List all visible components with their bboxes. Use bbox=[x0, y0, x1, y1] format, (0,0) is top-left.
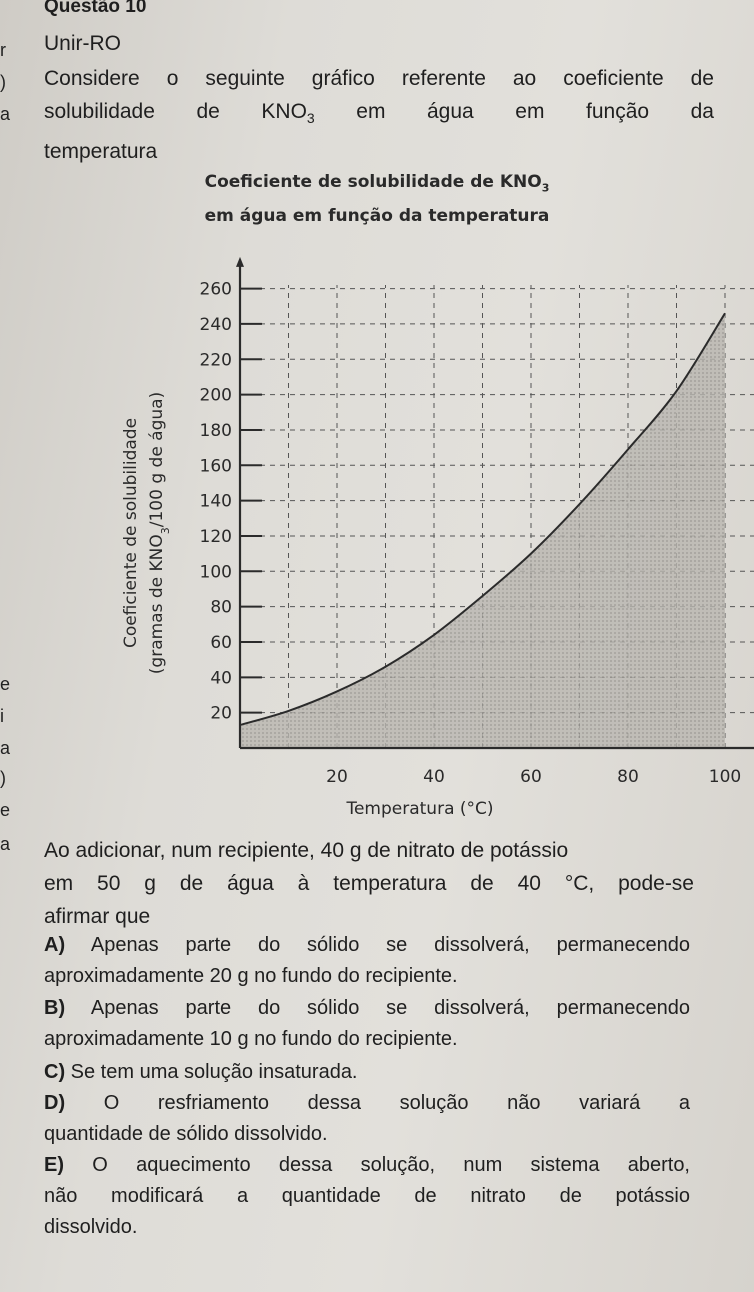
intro-subscript: 3 bbox=[306, 110, 315, 127]
intro-line bbox=[44, 95, 714, 135]
question-stem bbox=[44, 834, 694, 933]
option-letter: E) bbox=[44, 1154, 64, 1176]
intro-line: Considere o seguinte gráfico referente ao coeficiente de bbox=[44, 67, 714, 90]
intro-text: em água em função da bbox=[314, 100, 714, 123]
option-text: Apenas parte do sólido se dissolverá, permanecendo bbox=[65, 934, 690, 956]
option-b[interactable] bbox=[44, 993, 690, 1055]
y-tick-label: 100 bbox=[199, 562, 232, 583]
margin-mark: i bbox=[0, 706, 4, 726]
question-source: Unir-RO bbox=[44, 32, 121, 55]
margin-mark: ) bbox=[0, 768, 6, 788]
option-line: quantidade de sólido dissolvido. bbox=[44, 1123, 328, 1145]
option-letter: A) bbox=[44, 934, 66, 956]
option-line: aproximadamente 20 g no fundo do recipiente. bbox=[44, 965, 458, 987]
margin-mark: e bbox=[0, 674, 11, 694]
solubility-chart bbox=[90, 248, 742, 828]
option-line bbox=[44, 993, 690, 1024]
y-axis-units-text: (gramas de KNO bbox=[147, 534, 167, 675]
y-tick-label: 140 bbox=[199, 491, 232, 512]
intro-line: temperatura bbox=[44, 140, 158, 164]
option-c[interactable] bbox=[44, 1057, 690, 1088]
option-text: O aquecimento dessa solução, num sistema aberto, bbox=[64, 1154, 690, 1176]
margin-mark: a bbox=[0, 738, 11, 758]
option-line: aproximadamente 10 g no fundo do recipiente. bbox=[44, 1028, 458, 1050]
option-text: Apenas parte do sólido se dissolverá, permanecendo bbox=[65, 997, 690, 1019]
option-line: não modificará a quantidade de nitrato de potássio bbox=[44, 1185, 690, 1207]
margin-mark: a bbox=[0, 104, 11, 124]
y-axis-label: Coeficiente de solubilidade bbox=[121, 417, 141, 649]
option-line bbox=[44, 1088, 690, 1119]
margin-mark: a bbox=[0, 834, 11, 854]
margin-mark: ) bbox=[0, 72, 6, 92]
question-intro bbox=[44, 62, 714, 168]
solubility-area bbox=[240, 313, 725, 748]
y-tick-label: 200 bbox=[199, 385, 232, 406]
question-line: em 50 g de água à temperatura de 40 °C, pode-se bbox=[44, 872, 694, 895]
x-tick-label: 60 bbox=[520, 767, 542, 787]
x-tick-label: 20 bbox=[326, 767, 348, 787]
option-a[interactable] bbox=[44, 930, 690, 992]
option-text: O resfriamento dessa solução não variará a bbox=[65, 1092, 690, 1114]
chart-title bbox=[0, 172, 754, 194]
option-letter: C) bbox=[44, 1061, 66, 1083]
y-tick-label: 180 bbox=[199, 420, 232, 441]
margin-mark: r bbox=[0, 40, 6, 60]
y-axis-units-subscript: 3 bbox=[158, 527, 172, 535]
option-letter: D) bbox=[44, 1092, 66, 1114]
y-tick-label: 80 bbox=[210, 597, 232, 618]
margin-mark: e bbox=[0, 800, 11, 820]
chart-subtitle: em água em função da temperatura bbox=[204, 206, 550, 226]
question-line: Ao adicionar, num recipiente, 40 g de nitrato de potássio bbox=[44, 839, 569, 862]
question-line: afirmar que bbox=[44, 905, 151, 928]
option-line bbox=[44, 930, 690, 961]
x-tick-label: 80 bbox=[617, 767, 639, 787]
y-tick-label: 120 bbox=[199, 526, 232, 547]
option-letter: B) bbox=[44, 997, 66, 1019]
y-axis-label-units bbox=[147, 392, 172, 674]
option-line bbox=[44, 1061, 358, 1083]
y-tick-label: 240 bbox=[199, 314, 232, 335]
option-d[interactable] bbox=[44, 1088, 690, 1150]
x-axis-label: Temperatura (°C) bbox=[346, 799, 494, 819]
y-tick-label: 220 bbox=[199, 350, 232, 371]
y-tick-labels bbox=[200, 280, 232, 724]
intro-text: solubilidade de KNO bbox=[44, 100, 307, 123]
option-e[interactable] bbox=[44, 1150, 690, 1243]
question-number: Questão 10 bbox=[44, 0, 147, 17]
y-tick-label: 40 bbox=[210, 668, 232, 689]
option-line bbox=[44, 1150, 690, 1181]
y-tick-label: 260 bbox=[199, 279, 232, 300]
y-tick-label: 20 bbox=[210, 703, 232, 724]
option-line: dissolvido. bbox=[44, 1216, 138, 1238]
chart-title-text: Coeficiente de solubilidade de KNO bbox=[204, 172, 542, 192]
x-tick-label: 100 bbox=[708, 767, 742, 787]
y-tick-label: 160 bbox=[199, 456, 232, 477]
x-tick-labels bbox=[326, 767, 741, 787]
y-tick-label: 60 bbox=[210, 632, 232, 653]
x-tick-label: 40 bbox=[423, 767, 445, 787]
y-axis-units-text: /100 g de água) bbox=[147, 391, 167, 528]
y-axis-arrow bbox=[236, 257, 244, 267]
chart-title-subscript: 3 bbox=[541, 181, 550, 195]
option-text: Se tem uma solução insaturada. bbox=[65, 1061, 358, 1083]
